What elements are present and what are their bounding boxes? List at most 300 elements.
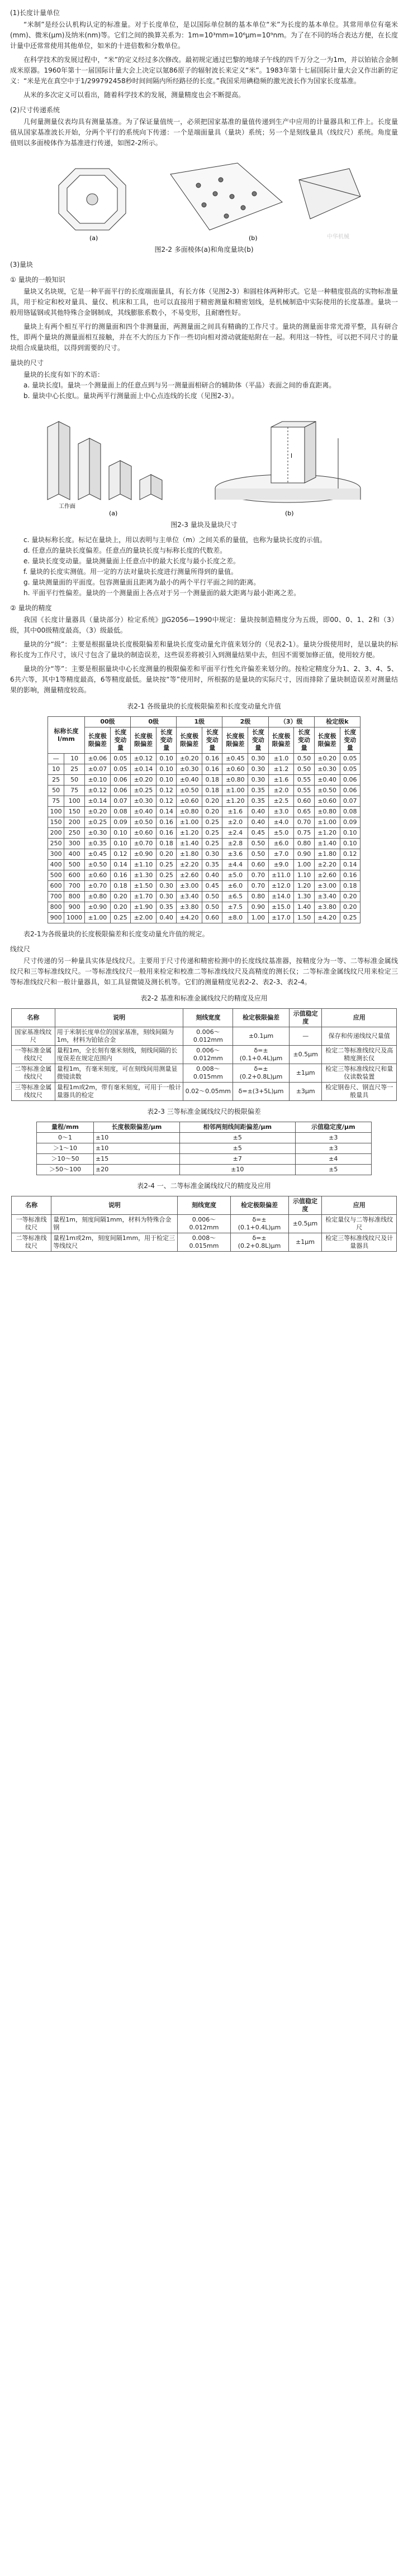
table-row (48, 860, 360, 870)
figure-label-b: (b) (249, 234, 258, 241)
table-cell: 100 (64, 796, 85, 807)
table-cell: ±10 (179, 1165, 295, 1175)
table-cell: — (289, 1027, 322, 1046)
subsection-heading: 量块的尺寸 (10, 359, 44, 367)
table-cell: 0.35 (248, 786, 268, 796)
table-row (48, 870, 360, 881)
table-cell: ±0.60 (222, 764, 248, 775)
table-cell: 检定量仪与二等标准线纹尺 (322, 1215, 397, 1233)
table-cell: 量程1m，全长刻有毫米刻线，刻线间隔的长度误差在规定范围内 (55, 1046, 183, 1064)
table-cell: 0.65 (294, 807, 314, 817)
table-cell: 0.16 (156, 828, 176, 839)
table-cell: ±1.00 (84, 913, 110, 923)
paragraph: 我国《长度计量器具（量块部分）检定系统》JJG2056—1990中规定：量块按制造精度分为五级，即00、0、1、2和（3）级，其中00级精度最高，（3）级最低。 (10, 616, 398, 634)
table-cell: ±11.0 (268, 870, 294, 881)
table-cell: 0～1 (37, 1133, 94, 1143)
table-cell: 三等标准金属线纹尺 (12, 1083, 55, 1101)
table-cell: 0.50 (248, 849, 268, 860)
table-cell: 0.06 (110, 775, 130, 786)
angle-block-drawing (170, 163, 282, 230)
table-cell: 检定三等标准线纹尺及计量器具 (322, 1233, 397, 1252)
table-cell: 10 (48, 764, 64, 775)
table-cell: 75 (48, 796, 64, 807)
table-cell: 50 (48, 786, 64, 796)
table-cell: ±2.0 (222, 817, 248, 828)
table-header: （3）级 (268, 717, 314, 727)
table-cell: ±1.20 (177, 828, 202, 839)
table-row (48, 839, 360, 849)
table-cell: ±1.40 (177, 839, 202, 849)
subsection-heading: 线纹尺 (10, 945, 31, 953)
table-cell: ±1.40 (314, 839, 340, 849)
figure-label-a: (a) (89, 234, 98, 241)
table-cell: ±3.80 (314, 902, 340, 913)
table-cell: 0.05 (110, 764, 130, 775)
table-header: 示值稳定度/μm (295, 1122, 371, 1133)
table-cell: 0.40 (248, 817, 268, 828)
length-symbol: l (291, 452, 293, 459)
table-cell: 0.90 (294, 849, 314, 860)
table-caption: 表2-2 基准和标准金属线纹尺的精度及应用 (140, 994, 268, 1002)
paragraph: 量块的长度有如下的术语： (23, 371, 105, 379)
paragraph: 表2-1为各级量块的长度极限偏差和长度变动量允许值的规定。 (23, 930, 209, 938)
table-cell: 国家基准线纹尺 (12, 1027, 55, 1046)
table-cell: 0.20 (202, 796, 222, 807)
table-cell: ±0.20 (131, 775, 156, 786)
table-header: 0级 (131, 717, 177, 727)
section-heading: (3)量块 (10, 261, 33, 269)
table-cell: 0.10 (340, 828, 360, 839)
table-header: 检定级k (314, 717, 360, 727)
table-header: 相邻两刻线间距偏差/μm (179, 1122, 295, 1133)
table-cell: 0.50 (202, 892, 222, 902)
table-cell: 0.45 (202, 881, 222, 892)
table-cell: 1.00 (248, 913, 268, 923)
table-row (37, 1165, 372, 1175)
table-cell: ±0.40 (131, 807, 156, 817)
table-cell: 0.40 (156, 913, 176, 923)
table-row (48, 849, 360, 860)
table-cell: 0.12 (110, 849, 130, 860)
table-header: 检定极限偏差 (233, 1009, 290, 1027)
table-row (12, 1233, 397, 1252)
table-cell: ±0.1μm (233, 1027, 290, 1046)
table-cell: 600 (48, 881, 64, 892)
table-cell: 0.40 (202, 870, 222, 881)
definition-item: b. 量块中心长度l꜀。量块两平行测量面上中心点连线的长度（见图2-3）。 (23, 392, 239, 400)
table-cell: 0.75 (294, 828, 314, 839)
table-cell: 100 (48, 807, 64, 817)
table-cell: ±0.70 (131, 839, 156, 849)
table-cell: 一等标准线纹尺 (12, 1215, 51, 1233)
table-cell: ±0.20 (177, 754, 202, 764)
table-cell: 0.006～0.012mm (183, 1027, 233, 1046)
table-cell: 0.20 (340, 892, 360, 902)
table-cell: 0.80 (248, 892, 268, 902)
table-cell: 0.10 (340, 839, 360, 849)
table-subheader: 长度变动量 (156, 727, 176, 754)
table-cell: ±2.8 (222, 839, 248, 849)
table-cell: 0.30 (156, 892, 176, 902)
paragraph: “米制”是经公认机构认定的标准量。对于长度单位，是以国际单位制的基本单位“米”为长度的基本单位。其常用单位有毫米(mm)、微米(μm)及纳米(nm)等。它们之间的换算关系为：1m=10³mm=10⁶μm=10⁹nm。为了在不同的场合表达方便，在长度计量中还常常使用其他单位，如米的十进倍数和分数单位。 (10, 21, 398, 50)
table-cell: 1000 (64, 913, 85, 923)
figure-gauge-blocks (25, 405, 383, 516)
table-row (12, 1215, 397, 1233)
table-cell: ±0.40 (314, 775, 340, 786)
table-cell: 900 (48, 913, 64, 923)
table-row (37, 1133, 372, 1143)
table-cell: 0.18 (202, 775, 222, 786)
table-cell: ±1.6 (268, 775, 294, 786)
table-cell: 0.35 (156, 902, 176, 913)
table-row (48, 764, 360, 775)
table-row (12, 1046, 397, 1064)
table-header: 应用 (322, 1196, 397, 1215)
table-cell: 1.20 (294, 881, 314, 892)
table-cell: 25 (48, 775, 64, 786)
table-cell: 0.008～0.015mm (178, 1233, 230, 1252)
table-cell: ±1.00 (177, 817, 202, 828)
table-cell: 0.10 (156, 764, 176, 775)
table-cell: ±2.4 (222, 828, 248, 839)
table-standard-line-scales (11, 1008, 397, 1101)
table-cell: 0.14 (340, 860, 360, 870)
table-cell: ±0.14 (84, 796, 110, 807)
table-cell: ±3 (295, 1143, 371, 1154)
table-cell: ±0.80 (84, 892, 110, 902)
definition-item: d. 任意点的量块长度偏差。任意点的量块长度与标称长度的代数差。 (23, 547, 227, 554)
table-cell: ±7.0 (268, 849, 294, 860)
paragraph: 量块的分“级”：主要是根据量块长度极限偏差和量块长度变动量允许值来划分的（见表2-1）。量块分级使用时，是以量块的标称长度为工作尺寸，该尺寸包含了量块的制造误差，这些误差将被引入到测量结果中去，但因不需要加修正值，使用较方便。 (10, 640, 398, 659)
table-cell: 0.16 (202, 764, 222, 775)
table-cell: 0.14 (110, 860, 130, 870)
table-cell: ±0.5μm (288, 1215, 322, 1233)
table-cell: ±2.5 (268, 796, 294, 807)
table-cell: ±4 (295, 1154, 371, 1165)
table-cell: ±0.60 (84, 870, 110, 881)
definition-item: g. 量块测量面的平面度。包容测量面且距离为最小的两个平行平面之间的距离。 (23, 578, 260, 586)
definition-item: h. 平面平行性偏差。量块的一个测量面上各点对于另一个测量面的最大距离与最小距离之差。 (23, 589, 301, 597)
table-cell: ±4.20 (314, 913, 340, 923)
table-cell: ±0.30 (131, 796, 156, 807)
table-cell: ±2.20 (314, 860, 340, 870)
table-cell: 0.50 (294, 754, 314, 764)
table-cell: 量程1m，有毫米刻度，可在刻线间用测量显微镜读数 (55, 1064, 183, 1083)
table-cell: ＞10～50 (37, 1154, 94, 1165)
table-cell: 量程1m或2m，带有毫米刻度，可用于一般计量器具的检定 (55, 1083, 183, 1101)
table-cell: 0.16 (110, 870, 130, 881)
table-header: 名称 (12, 1009, 55, 1027)
table-subheader: 长度极限偏差 (177, 727, 202, 754)
table-row (48, 902, 360, 913)
table-subheader: 长度变动量 (110, 727, 130, 754)
table-cell: 0.50 (202, 902, 222, 913)
table-cell: ±3μm (289, 1083, 322, 1101)
table-cell: ±2.60 (314, 870, 340, 881)
table-row (48, 807, 360, 817)
table-cell: ±5 (295, 1165, 371, 1175)
table-header: 长度极限偏差/μm (94, 1122, 180, 1133)
table-cell: 0.25 (202, 828, 222, 839)
table-cell: ±1.2 (268, 764, 294, 775)
table-cell: ±6.0 (222, 881, 248, 892)
table-cell: ±0.60 (177, 796, 202, 807)
table-cell: 400 (64, 849, 85, 860)
table-cell: 0.55 (294, 775, 314, 786)
table-cell: ＞1～10 (37, 1143, 94, 1154)
table-row (12, 1064, 397, 1083)
table-cell: ±1.00 (314, 817, 340, 828)
table-cell: 一等标准金属线纹尺 (12, 1046, 55, 1064)
definition-item: c. 量块标称长度。标记在量块上，用以表明与主单位（m）之间关系的量值，也称为量块长度的示值。 (23, 536, 326, 544)
table-cell: 0.18 (156, 839, 176, 849)
paragraph: 从米的多次定义可以看出，随着科学技术的发展，测量精度也会不断提高。 (23, 91, 245, 99)
figure-2-2-drawing (36, 152, 372, 241)
table-cell: 250 (48, 839, 64, 849)
table-cell: 1.50 (294, 913, 314, 923)
table-cell: 800 (64, 892, 85, 902)
table-cell: 0.06 (110, 786, 130, 796)
table-cell: ±3.0 (268, 807, 294, 817)
table-row (48, 828, 360, 839)
table-cell: 0.10 (110, 839, 130, 849)
table-cell: 0.18 (110, 881, 130, 892)
table-caption: 表2-3 三等标准金属线纹尺的极限偏差 (147, 1108, 261, 1115)
table-cell: 0.25 (202, 817, 222, 828)
table-cell: ±0.07 (84, 764, 110, 775)
table-cell: ±0.60 (314, 796, 340, 807)
table-cell: 0.35 (248, 796, 268, 807)
table-cell: 150 (48, 817, 64, 828)
table-cell: 1.00 (294, 860, 314, 870)
table-cell: ±0.10 (84, 775, 110, 786)
table-cell: 0.20 (110, 892, 130, 902)
table-cell: ±3.00 (314, 881, 340, 892)
watermark: 中华机械 (327, 234, 349, 240)
table-cell: δ=±(0.2+0.8L)μm (233, 1064, 290, 1083)
table-cell: 0.09 (110, 817, 130, 828)
table-cell: ±0.80 (177, 807, 202, 817)
table-cell: 0.006～0.012mm (178, 1215, 230, 1233)
table-subheader: 长度极限偏差 (314, 727, 340, 754)
gauge-block-set-drawing (48, 422, 162, 500)
table-cell: ±1.80 (177, 849, 202, 860)
table-cell: 0.70 (294, 817, 314, 828)
table-third-grade-tolerance (36, 1122, 372, 1175)
table-cell: 检定三等标准线纹尺和量仪读数装置 (322, 1064, 397, 1083)
table-subheader: 长度变动量 (294, 727, 314, 754)
table-cell: ±1.20 (222, 796, 248, 807)
table-cell: 0.12 (340, 849, 360, 860)
table-cell: δ=±(3+5L)μm (233, 1083, 290, 1101)
table-cell: 25 (64, 764, 85, 775)
table-header: 量程/mm (37, 1122, 94, 1133)
table-cell: ±0.50 (314, 786, 340, 796)
table-cell: 300 (48, 849, 64, 860)
table-cell: ±1.30 (131, 870, 156, 881)
paragraph: 在科学技术的发展过程中，“米”的定义经过多次修改。最初规定通过巴黎的地球子午线的四千万分之一为1m，并以铂铱合金制成米原器。1960年第十一届国际计量大会上决定以氪86原子的辐射波长来定义“米”。1983年第十七届国际计量大会又作出新的定义：“米是光在真空中于1/299792458秒时间间隔内所经路径的长度。”我国采用碘稳频的激光波长作为国家长度基准。 (10, 56, 398, 85)
table-cell: ±3.00 (177, 881, 202, 892)
table-row (48, 913, 360, 923)
table-cell: 0.20 (156, 849, 176, 860)
table-cell: 0.07 (110, 796, 130, 807)
table-cell: 0.06 (340, 786, 360, 796)
table-cell: 0.25 (340, 913, 360, 923)
table-cell: ±12.0 (268, 881, 294, 892)
table-header: 00级 (84, 717, 130, 727)
table-cell: 0.10 (156, 775, 176, 786)
table-cell: ±1.6 (222, 807, 248, 817)
polygon-prism-drawing (59, 169, 126, 230)
paragraph: 量块的分“等”：主要是根据量块中心长度测量的极限偏差和平面平行性允许偏差来划分的。按检定精度分为1、2、3、4、5、6共六等，其中1等精度最高，6等精度最低。量块按“等”使用时，所根据的是量块的实际尺寸，因而排除了量块制造误差对测量结果的影响，测量精度较高。 (10, 665, 398, 694)
table-cell: 0.008～0.015mm (183, 1064, 233, 1083)
table-cell: 0.09 (340, 817, 360, 828)
figure-2-3-drawing (25, 405, 383, 516)
table-cell: ±0.45 (222, 754, 248, 764)
table-cell: δ=±(0.2+0.8L)μm (230, 1233, 288, 1252)
table-cell: 0.30 (156, 881, 176, 892)
table-cell: 75 (64, 786, 85, 796)
table-cell: ±7 (179, 1154, 295, 1165)
table-cell: ±0.12 (84, 786, 110, 796)
table-cell: — (48, 754, 64, 764)
table-cell: 0.16 (156, 817, 176, 828)
table-cell: ±1.00 (222, 786, 248, 796)
section-heading: (2)尺寸传递系统 (10, 106, 60, 114)
table-cell: 0.05 (340, 764, 360, 775)
paragraph: 量块又名块规，它是一种平面平行的长度端面量具，有长方体（见图2-3）和圆柱体两种形式。它是一种精度很高的实物标准量具，用于检定和校对量具、量仪、机床和工具，也可以直接用于精密测量和精密划线，是机械制造中实际使用的长度基准。量块一般用铬锰钢或其他特殊合金钢制成，其线膨胀系数小，不易变形，且耐磨性好。 (10, 288, 398, 317)
table-cell: ±0.50 (131, 817, 156, 828)
figure-caption: 图2-2 多面棱体(a)和角度量块(b) (154, 246, 254, 253)
section-heading: (1)长度计量单位 (10, 9, 60, 17)
table-header: 应用 (322, 1009, 397, 1027)
table-cell: 0.14 (156, 807, 176, 817)
table-row (48, 786, 360, 796)
table-cell: 二等标准金属线纹尺 (12, 1064, 55, 1083)
table-cell: 二等标准线纹尺 (12, 1233, 51, 1252)
table-cell: 0.25 (202, 839, 222, 849)
table-cell: ±1.50 (131, 881, 156, 892)
table-cell: 0.80 (294, 839, 314, 849)
table-cell: ±0.30 (177, 764, 202, 775)
table-cell: ±0.80 (222, 775, 248, 786)
table-header: 1级 (177, 717, 222, 727)
document-page (0, 8, 408, 2576)
face-label: 工作面 (59, 504, 75, 510)
table-row (48, 881, 360, 892)
table-cell: 1.10 (294, 870, 314, 881)
table-cell: 0.05 (110, 754, 130, 764)
table-header: 说明 (51, 1196, 178, 1215)
table-cell: ±4.4 (222, 860, 248, 870)
table-cell: 500 (48, 870, 64, 881)
table-header: 2级 (222, 717, 268, 727)
table-cell: ±5.0 (268, 828, 294, 839)
table-cell: 量程1m，刻度间隔1mm，材料为特殊合金钢 (51, 1215, 178, 1233)
table-cell: 500 (64, 860, 85, 870)
table-cell: 1.40 (294, 902, 314, 913)
table-caption: 表2-4 一、二等标准金属线纹尺的精度及应用 (137, 1182, 271, 1190)
table-cell: ±2.60 (177, 870, 202, 881)
table-cell: 0.50 (248, 839, 268, 849)
table-subheader: 长度极限偏差 (268, 727, 294, 754)
table-cell: ±1μm (289, 1064, 322, 1083)
table-cell: 0.50 (294, 764, 314, 775)
table-cell: 10 (64, 754, 85, 764)
paragraph: 几何量测量仪表均具有测量基准。为了保证量值统一，必须把国家基准的量值传递到生产中应用的计量器具和工件上。长度量值从国家基准波长开始，分两个平行的系统向下传递：一个是端面量具（量块）系统；另一个是刻线量具（线纹尺）系统。角度量值则以多面棱体作为基准进行传递，如图2-2所示。 (10, 118, 398, 147)
table-cell: ±1μm (288, 1233, 322, 1252)
table-header: 标称长度l/mm (48, 717, 85, 754)
table-cell: ±0.14 (131, 764, 156, 775)
table-row (37, 1143, 372, 1154)
table-cell: ±0.50 (84, 860, 110, 870)
table-cell: ±14.0 (268, 892, 294, 902)
table-cell: 0.02～0.05mm (183, 1083, 233, 1101)
table-cell: ±4.0 (268, 817, 294, 828)
table-cell: 600 (64, 870, 85, 881)
table-cell: 800 (48, 902, 64, 913)
table-cell: ±5.0 (222, 870, 248, 881)
table-subheader: 长度变动量 (202, 727, 222, 754)
table-cell: 150 (64, 807, 85, 817)
table-cell: ±0.5μm (289, 1046, 322, 1064)
table-subheader: 长度变动量 (248, 727, 268, 754)
table-cell: ±0.60 (131, 828, 156, 839)
table-row (48, 754, 360, 764)
table-cell: ±0.40 (177, 775, 202, 786)
table-cell: 300 (64, 839, 85, 849)
table-cell: ±4.20 (177, 913, 202, 923)
table-cell: ±20 (94, 1165, 180, 1175)
table-cell: 0.70 (248, 870, 268, 881)
table-cell: 1.30 (294, 892, 314, 902)
table-header: 刻线宽度 (178, 1196, 230, 1215)
table-cell: ±1.10 (131, 860, 156, 870)
table-cell: 0.20 (110, 902, 130, 913)
table-cell: 200 (48, 828, 64, 839)
table-first-second-grade (11, 1196, 397, 1252)
table-cell: 250 (64, 828, 85, 839)
table-cell: 0.18 (340, 881, 360, 892)
table-cell: 0.05 (340, 754, 360, 764)
table-cell: 0.12 (156, 786, 176, 796)
table-cell: 0.20 (202, 807, 222, 817)
table-cell: 400 (48, 860, 64, 870)
table-cell: ±2.00 (131, 913, 156, 923)
table-cell: 200 (64, 817, 85, 828)
angle-block-small-drawing (299, 169, 360, 219)
figure-label-a: (a) (109, 510, 118, 516)
table-subheader: 长度极限偏差 (84, 727, 110, 754)
table-cell: ±0.30 (314, 764, 340, 775)
table-cell: 0.70 (248, 881, 268, 892)
table-cell: ±17.0 (268, 913, 294, 923)
table-cell: ±0.70 (84, 881, 110, 892)
table-cell: ±5 (179, 1133, 295, 1143)
table-cell: 0.10 (156, 754, 176, 764)
table-cell: 保存和传递线纹尺量值 (322, 1027, 397, 1046)
paragraph: 尺寸传递的另一种量具实体是线纹尺。主要用于尺寸传递和精密检测中的长度线纹基准器，按精度分为一等、二等标准金属线纹尺和三等标准线纹尺。一等标准线纹尺一般用来检定和校准二等标准线纹尺及高精度的测长仪；二等标准金属线纹尺用来检定三等标准线纹尺和一般计量器具，如工具显微镜及测长机等。它们的测量精度见表2-2、表2-3、表2-4。 (10, 957, 398, 986)
table-cell: ±1.0 (268, 754, 294, 764)
table-cell: ±1.80 (314, 849, 340, 860)
table-header: 示值稳定度 (289, 1009, 322, 1027)
table-cell: ±0.20 (84, 807, 110, 817)
table-gauge-block-tolerance (48, 716, 360, 923)
table-row (48, 796, 360, 807)
table-cell: ±0.35 (84, 839, 110, 849)
table-cell: 0.60 (202, 913, 222, 923)
table-header: 名称 (12, 1196, 51, 1215)
